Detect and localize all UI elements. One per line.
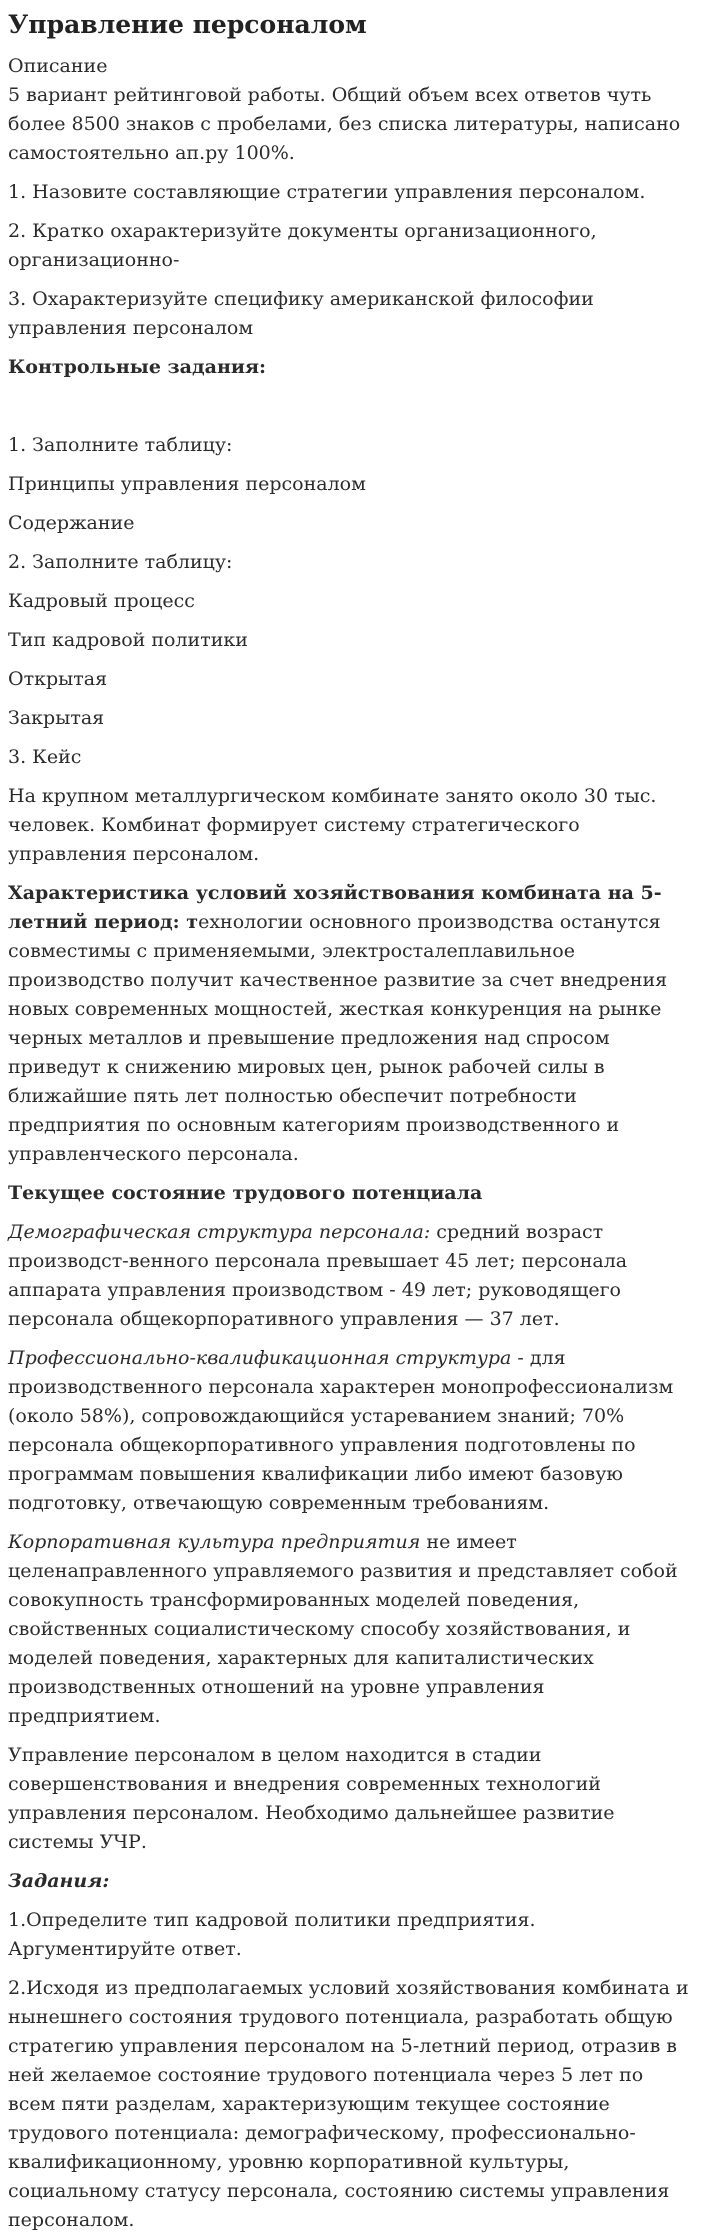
table1-col2: Содержание — [8, 512, 135, 534]
question-1: 1. Назовите составляющие стратегии управления персоналом. — [8, 181, 646, 203]
question-3: 3. Охарактеризуйте специфику американской философии управления персоналом — [8, 288, 594, 339]
table2-col1: Кадровый процесс — [8, 590, 195, 612]
table2-col2: Тип кадровой политики — [8, 629, 248, 651]
professional-paragraph — [8, 1344, 693, 1518]
table1-task: 1. Заполните таблицу: — [8, 434, 233, 456]
table2-col4: Закрытая — [8, 707, 105, 729]
description-label: Описание — [8, 55, 108, 77]
demographic-text: средний возраст производст-венного персонала превышает 45 лет; персонала аппарата управления производством - 49 лет; руководящего персонала общекорпоративного управления — 37 лет. — [8, 1221, 628, 1330]
table2-col3: Открытая — [8, 668, 108, 690]
task-2: 2.Исходя из предполагаемых условий хозяйствования комбината и нынешнего состояния трудового потенциала, разработать общую стратегию управления персоналом на 5-летний период, отразив в ней желаемое состояние трудового потенциала через 5 лет по всем пяти разделам, характеризующим текущее состояние трудового потенциала: демографическому, профессионально-квалификационному, уровню корпоративной культуры, социальному статусу персонала, состоянию системы управления персоналом. — [8, 1977, 689, 2231]
demographic-label: Демографическая структура персонала: — [8, 1221, 431, 1243]
professional-text: - для производственного персонала характерен монопрофессионализм (около 58%), сопровождающийся устареванием знаний; 70% персонала общекорпоративного управления подготовлены по программам повышения квалификации либо имеют базовую подготовку, отвечающую современным требованиям. — [8, 1347, 674, 1514]
demographic-paragraph — [8, 1218, 693, 1334]
case-intro: На крупном металлургическом комбинате занято около 30 тыс. человек. Комбинат формирует систему стратегического управления персоналом. — [8, 785, 657, 865]
conditions-text: ехнологии основного производства останутся совместимы с применяемыми, электросталеплавильное производство получит качественное развитие за счет внедрения новых современных мощностей, жесткая конкуренция на рынке черных металлов и превышение предложения над спросом приведут к снижению мировых цен, рынок рабочей силы в ближайшие пять лет полностью обеспечит потребности предприятия по основным категориям производственного и управленческого персонала. — [8, 911, 668, 1165]
question-2: 2. Кратко охарактеризуйте документы организационного, организационно- — [8, 220, 597, 271]
current-state-heading: Текущее состояние трудового потенциала — [8, 1182, 483, 1204]
task-1: 1.Определите тип кадровой политики предприятия. Аргументируйте ответ. — [8, 1909, 536, 1960]
culture-label: Корпоративная культура предприятия — [8, 1531, 421, 1553]
conditions-bold: Характеристика условий хозяйствования комбината на 5-летний период: т — [8, 882, 662, 933]
page-title: Управление персоналом — [8, 10, 367, 39]
table2-task: 2. Заполните таблицу: — [8, 551, 233, 573]
case-conditions — [8, 879, 693, 1169]
tasks-heading — [8, 1867, 693, 1896]
tasks-heading-text: Задания: — [8, 1870, 110, 1892]
summary-paragraph: Управление персоналом в целом находится в стадии совершенствования и внедрения современных технологий управления персоналом. Необходимо дальнейшее развитие системы УЧР. — [8, 1744, 615, 1853]
control-tasks-heading: Контрольные задания: — [8, 356, 267, 378]
blank-line — [8, 392, 693, 421]
culture-paragraph — [8, 1528, 693, 1731]
culture-text: не имеет целенаправленного управляемого развития и представляет собой совокупность трансформированных моделей поведения, свойственных социалистическому способу хозяйствования, и моделей поведения, характерных для капиталистических производственных отношений на уровне управления предприятием. — [8, 1531, 678, 1727]
table1-col1: Принципы управления персоналом — [8, 473, 366, 495]
intro-paragraph: 5 вариант рейтинговой работы. Общий объем всех ответов чуть более 8500 знаков с пробелами, без списка литературы, написано самостоятельно ап.ру 100%. — [8, 84, 681, 164]
professional-label: Профессионально-квалификационная структура — [8, 1347, 512, 1369]
case-heading: 3. Кейс — [8, 746, 82, 768]
